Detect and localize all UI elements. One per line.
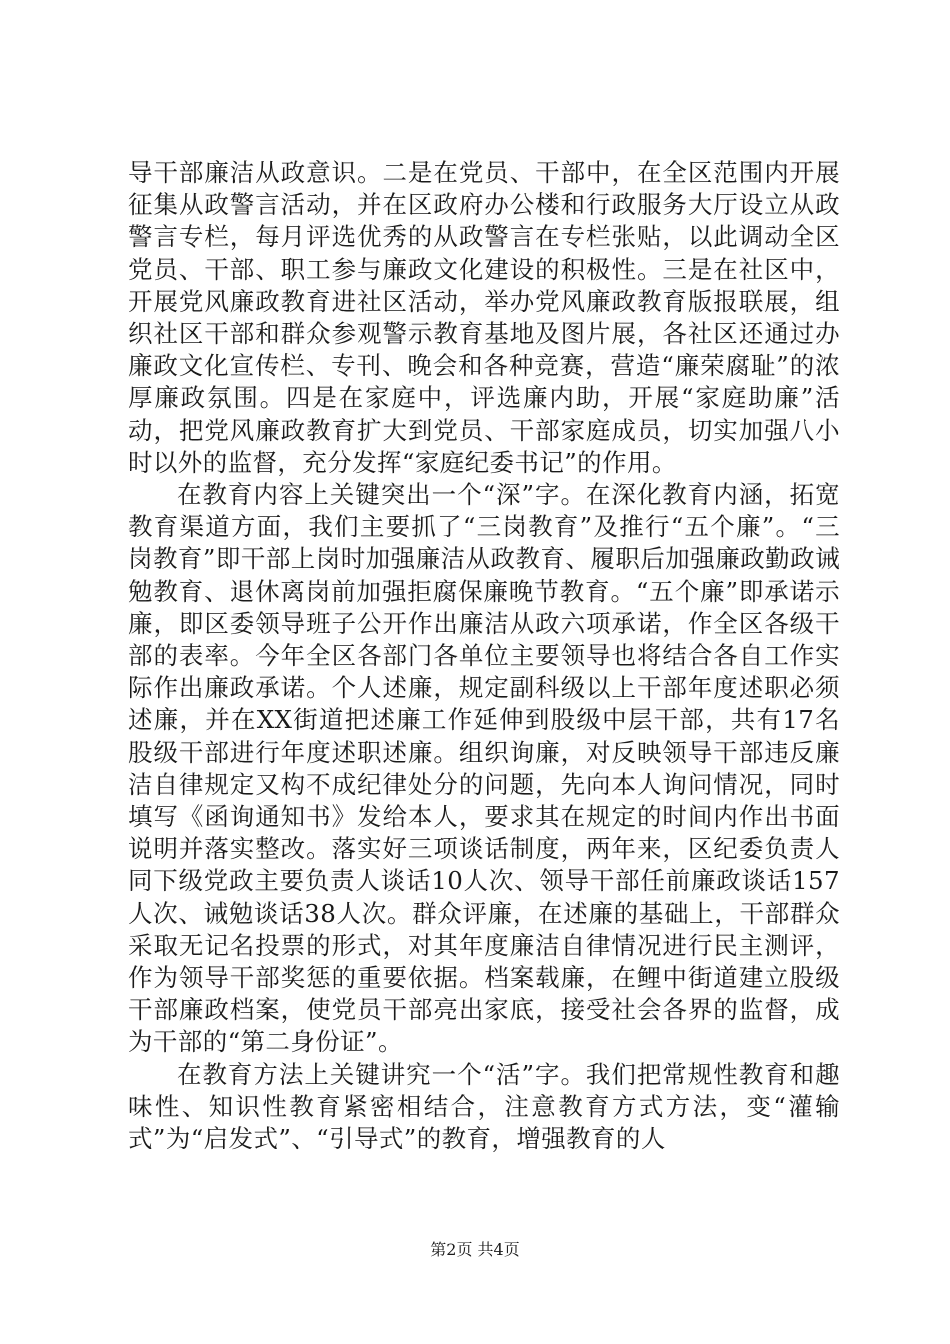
paragraph-education-content: 在教育内容上关键突出一个“深”字。在深化教育内涵，拓宽教育渠道方面，我们主要抓了“三岗教育”及推行“五个廉”。“三岗教育”即干部上岗时加强廉洁从政教育、履职后加强廉政勤政诫勉教育、退休离岗前加强拒腐保廉晚节教育。“五个廉”即承诺示廉，即区委领导班子公开作出廉洁从政六项承诺，作全区各级干部的表率。今年全区各部门各单位主要领导也将结合各自工作实际作出廉政承诺。个人述廉，规定副科级以上干部年度述职必须述廉，并在XX街道把述廉工作延伸到股级中层干部，共有17名股级干部进行年度述职述廉。组织询廉，对反映领导干部违反廉洁自律规定又构不成纪律处分的问题，先向本人询问情况，同时填写《函询通知书》发给本人，要求其在规定的时间内作出书面说明并落实整改。落实好三项谈话制度，两年来，区纪委负责人同下级党政主要负责人谈话10人次、领导干部任前廉政谈话157人次、诫勉谈话38人次。群众评廉，在述廉的基础上，干部群众采取无记名投票的形式，对其年度廉洁自律情况进行民主测评，作为领导干部奖惩的重要依据。档案载廉，在鲤中街道建立股级干部廉政档案，使党员干部亮出家底，接受社会各界的监督，成为干部的“第二身份证”。	[128, 480, 840, 1057]
page-number-footer: 第2页 共4页	[430, 1240, 520, 1259]
paragraph-continued: 导干部廉洁从政意识。二是在党员、干部中，在全区范围内开展征集从政警言活动，并在区政府办公楼和行政服务大厅设立从政警言专栏，每月评选优秀的从政警言在专栏张贴，以此调动全区党员、干部、职工参与廉政文化建设的积极性。三是在社区中，开展党风廉政教育进社区活动，举办党风廉政教育版报联展，组织社区干部和群众参观警示教育基地及图片展，各社区还通过办廉政文化宣传栏、专刊、晚会和各种竞赛，营造“廉荣腐耻”的浓厚廉政氛围。四是在家庭中，评选廉内助，开展“家庭助廉”活动，把党风廉政教育扩大到党员、干部家庭成员，切实加强八小时以外的监督，充分发挥“家庭纪委书记”的作用。	[128, 158, 840, 477]
document-body	[128, 157, 840, 1155]
paragraph-education-method: 在教育方法上关键讲究一个“活”字。我们把常规性教育和趣味性、知识性教育紧密相结合，注意教育方式方法，变“灌输式”为“启发式”、“引导式”的教育，增强教育的人	[128, 1059, 840, 1154]
